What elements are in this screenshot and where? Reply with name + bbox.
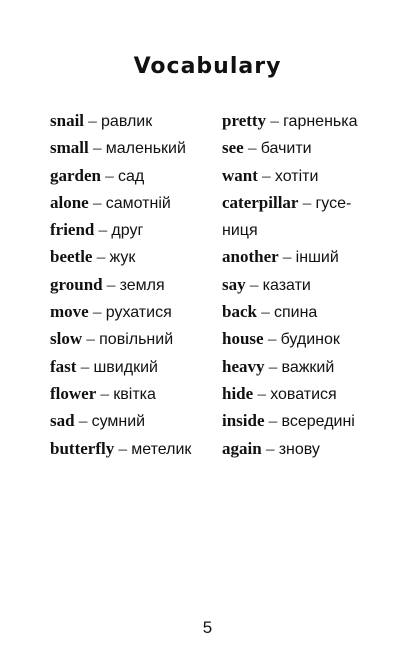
- vocab-separator: –: [298, 192, 316, 212]
- vocab-word: ground: [50, 274, 103, 294]
- vocab-word: hide: [222, 383, 254, 403]
- vocab-entry: [50, 272, 220, 299]
- vocab-entry: [222, 244, 392, 271]
- vocab-translation: спина: [273, 304, 318, 322]
- vocab-separator: –: [74, 411, 92, 431]
- vocab-word: fast: [50, 356, 77, 376]
- vocab-entry: [222, 381, 392, 408]
- vocab-word: heavy: [222, 356, 265, 376]
- vocab-separator: –: [261, 438, 279, 458]
- vocab-word: inside: [222, 411, 265, 431]
- vocab-entry: [222, 299, 392, 326]
- vocab-word: move: [50, 302, 89, 322]
- vocab-translation: жук: [109, 249, 136, 267]
- vocab-separator: –: [264, 411, 282, 431]
- vocab-separator: –: [96, 383, 114, 403]
- vocab-word: flower: [50, 383, 97, 403]
- vocab-translation: рухатися: [105, 304, 172, 322]
- vocab-separator: –: [266, 111, 284, 130]
- vocab-entry: [50, 299, 220, 326]
- vocab-entry: [222, 436, 392, 463]
- vocab-translation: казати: [262, 276, 311, 294]
- vocab-word: small: [50, 138, 89, 158]
- vocab-separator: –: [82, 329, 100, 349]
- vocab-separator: –: [88, 302, 106, 322]
- vocab-entry: [50, 381, 220, 408]
- vocab-word: see: [222, 138, 244, 158]
- vocab-translation: хотіти: [274, 167, 319, 185]
- vocab-word: caterpillar: [222, 192, 299, 212]
- vocab-translation: інший: [295, 249, 339, 267]
- vocab-word: beetle: [50, 247, 93, 267]
- vocab-entry: [222, 272, 392, 299]
- vocab-translation: сумний: [91, 413, 146, 431]
- vocab-separator: –: [243, 138, 261, 158]
- vocabulary-right-column: [222, 108, 392, 463]
- vocab-entry: [222, 190, 372, 245]
- vocab-separator: –: [253, 383, 271, 403]
- vocab-separator: –: [76, 356, 94, 376]
- vocab-translation: гарненька: [283, 113, 358, 130]
- vocabulary-left-column: [50, 108, 220, 463]
- vocab-word: house: [222, 329, 264, 349]
- vocab-entry: [50, 135, 220, 162]
- vocab-entry: [50, 408, 220, 435]
- vocab-translation: повільний: [99, 331, 174, 349]
- vocab-entry: [50, 108, 220, 135]
- vocab-translation: важкий: [281, 358, 335, 376]
- vocab-word: friend: [50, 220, 95, 240]
- vocab-entry: [50, 163, 220, 190]
- vocab-word: slow: [50, 329, 83, 349]
- vocab-separator: –: [92, 247, 110, 267]
- vocab-word: again: [222, 438, 262, 458]
- vocab-entry: [222, 326, 392, 353]
- vocab-entry: [222, 163, 392, 190]
- vocab-separator: –: [114, 438, 132, 458]
- vocab-translation: друг: [111, 222, 144, 240]
- vocab-translation: ховатися: [270, 385, 337, 403]
- vocab-entry: [50, 217, 220, 244]
- vocab-translation: метелик: [131, 440, 192, 458]
- vocab-separator: –: [257, 165, 275, 185]
- vocab-separator: –: [94, 220, 112, 240]
- vocab-translation: бачити: [260, 140, 312, 158]
- vocab-translation: сад: [118, 167, 145, 185]
- vocab-translation: гусе-ниця: [222, 194, 352, 240]
- vocab-translation: самотній: [105, 194, 171, 212]
- vocab-entry: [222, 108, 392, 135]
- vocab-translation: земля: [119, 276, 165, 294]
- vocab-word: pretty: [222, 111, 267, 130]
- vocab-entry: [50, 354, 220, 381]
- vocab-separator: –: [245, 274, 263, 294]
- vocab-separator: –: [263, 329, 281, 349]
- vocab-entry: [50, 436, 220, 463]
- vocab-translation: всередині: [281, 413, 355, 431]
- vocab-translation: знову: [278, 440, 320, 458]
- vocab-entry: [222, 135, 392, 162]
- vocab-separator: –: [84, 111, 102, 130]
- vocab-entry: [222, 408, 392, 435]
- vocab-translation: будинок: [280, 331, 340, 349]
- vocab-word: say: [222, 274, 246, 294]
- vocab-word: back: [222, 302, 257, 322]
- vocab-translation: равлик: [101, 113, 153, 130]
- vocab-entry: [222, 354, 392, 381]
- vocab-separator: –: [101, 165, 118, 185]
- vocab-word: butterfly: [50, 438, 115, 458]
- vocab-translation: швидкий: [93, 358, 158, 376]
- vocab-separator: –: [88, 138, 106, 158]
- vocab-separator: –: [264, 356, 282, 376]
- vocab-word: want: [222, 165, 258, 185]
- vocab-separator: –: [102, 274, 120, 294]
- page-title: Vocabulary: [133, 54, 282, 79]
- vocab-separator: –: [278, 247, 296, 267]
- vocab-word: alone: [50, 192, 89, 212]
- vocab-word: garden: [50, 165, 101, 185]
- vocab-separator: –: [88, 192, 106, 212]
- vocab-entry: [50, 190, 220, 217]
- vocab-word: another: [222, 247, 279, 267]
- vocab-translation: квітка: [113, 385, 156, 403]
- vocab-separator: –: [256, 302, 274, 322]
- vocab-entry: [50, 326, 220, 353]
- vocab-word: sad: [50, 411, 75, 431]
- vocab-translation: маленький: [105, 140, 186, 158]
- vocab-entry: [50, 244, 220, 271]
- page-number: 5: [202, 618, 213, 637]
- vocab-word: snail: [50, 111, 85, 130]
